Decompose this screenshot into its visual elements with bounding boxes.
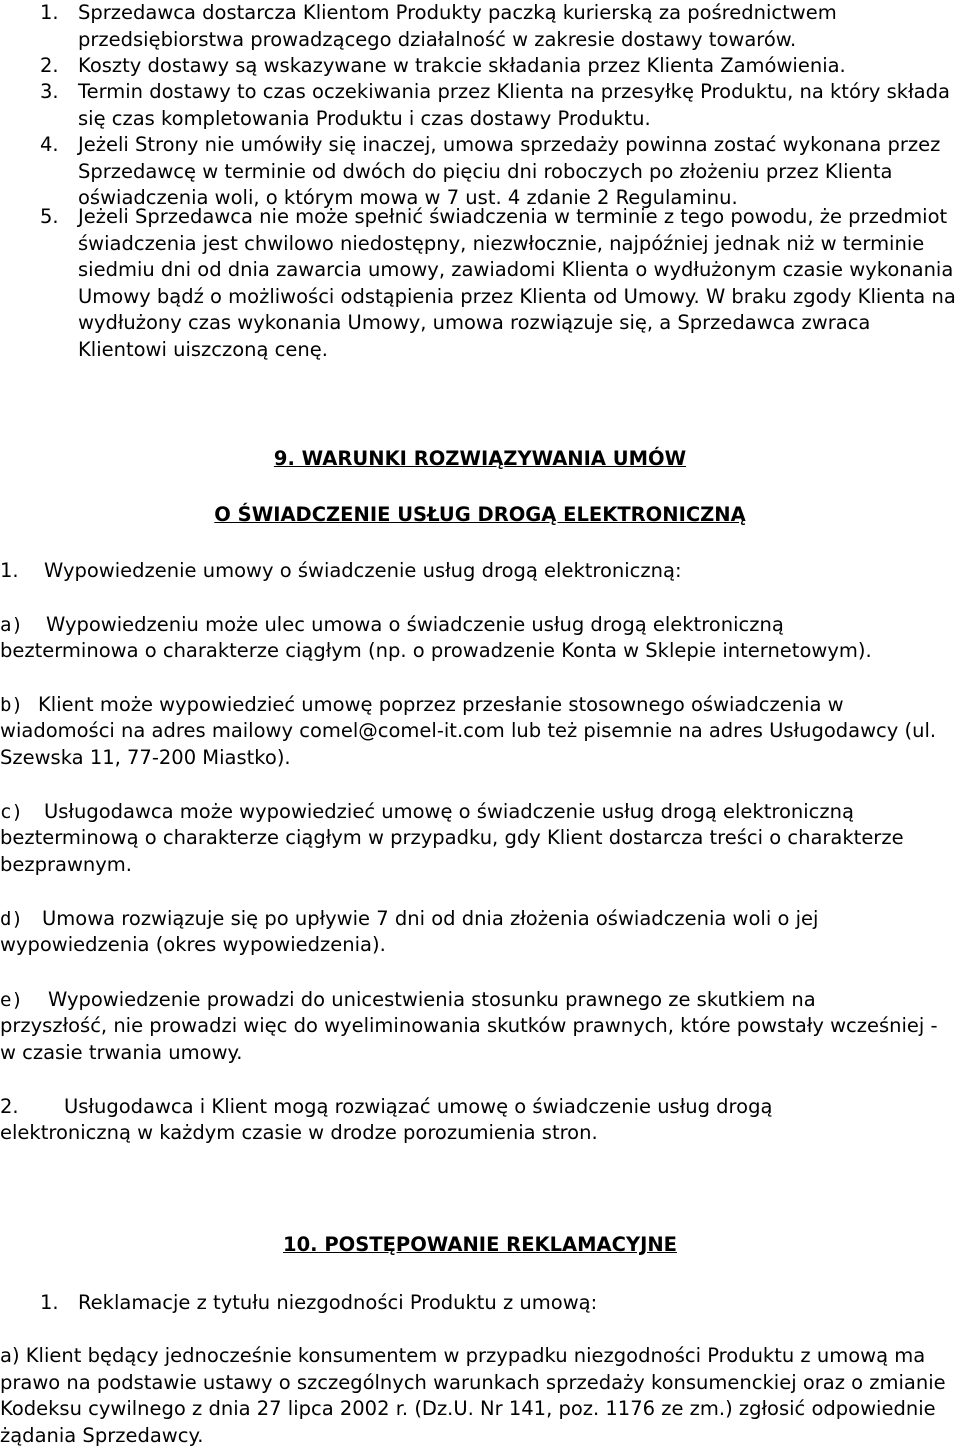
section-9-item-a-continued: bezterminowa o charakterze ciągłym (np. o prowadzenie Konta w Sklepie internetowym). [0,639,872,662]
list-item-text: Jeżeli Sprzedawca nie może spełnić świadczenia w terminie z tego powodu, że przedmiot świadczenia jest chwilowo niedostępny, niezwłocznie, najpóźniej jednak niż w terminie siedmiu dni od dnia zawarcia umowy, zawiadomi Klienta o wydłużonym czasie wykonania Umowy bądź o możliwości odstąpienia przez Klienta od Umowy. W braku zgody Klienta na wydłużony czas wykonania Umowy, umowa rozwiązuje się, a Sprzedawca zwraca Klientowi uiszczoną cenę. [78,205,956,361]
item-label: c) [0,801,23,823]
list-item-number: 1. [40,1,59,24]
point-number: 1. [40,1291,59,1314]
list-item-text: Sprzedawca dostarcza Klientom Produkty paczką kurierską za pośrednictwem przedsiębiorstwa prowadzącego działalność w zakresie dostawy towarów. [78,1,837,51]
section-10-heading: 10. POSTĘPOWANIE REKLAMACYJNE [283,1233,677,1256]
item-label: b) [0,694,23,716]
item-text-first-line: Wypowiedzeniu może ulec umowa o świadczenie usług drogą elektroniczną [46,613,784,636]
section-9-item-e-continued: przyszłość, nie prowadzi więc do wyeliminowania skutków prawnych, które powstały wcześniej - w czasie trwania umowy. [0,1014,938,1064]
section-9-item-a [0,612,958,639]
point-number: 1. [0,559,19,582]
item-text-first-line: Usługodawca może wypowiedzieć umowę o świadczenie usług drogą elektroniczną [44,800,854,823]
item-label: a) [0,614,23,636]
point-text: Wypowiedzenie umowy o świadczenie usług drogą elektroniczną: [44,559,682,582]
list-item-number: 2. [40,54,59,77]
section-10-item-a: a) Klient będący jednocześnie konsumentem w przypadku niezgodności Produktu z umową ma prawo na podstawie ustawy o szczególnych warunkach sprzedaży konsumenckiej oraz o zmianie Kodeksu cywilnego z dnia 27 lipca 2002 r. (Dz.U. Nr 141, poz. 1176 ze zm.) zgłosić odpowiednie żądania Sprzedawcy. [0,1344,946,1447]
item-label: e) [0,989,23,1011]
list-item-text: Jeżeli Strony nie umówiły się inaczej, umowa sprzedaży powinna zostać wykonana przez Sprzedawcę w terminie od dwóch do pięciu dni roboczych po złożeniu przez Klienta oświadczenia woli, o którym mowa w 7 ust. 4 zdanie 2 Regulaminu. [78,133,941,209]
point-number: 2. [0,1095,19,1118]
list-item-number: 4. [40,133,59,156]
section-9-point-2 [0,1094,958,1121]
list-item-number: 5. [40,205,59,228]
item-text-first-line: Klient może wypowiedzieć umowę poprzez przesłanie stosownego oświadczenia w [38,693,844,716]
section-9-item-c [0,799,958,826]
list-item-number: 3. [40,80,59,103]
section-9-item-b [0,692,958,719]
section-9-point-1 [0,558,958,585]
section-9-item-c-continued: bezterminową o charakterze ciągłym w przypadku, gdy Klient dostarcza treści o charakterze bezprawnym. [0,826,904,876]
item-text-first-line: Umowa rozwiązuje się po upływie 7 dni od dnia złożenia oświadczenia woli o jej [42,907,819,930]
section-9-subheading: O ŚWIADCZENIE USŁUG DROGĄ ELEKTRONICZNĄ [214,503,746,526]
list-item-text: Termin dostawy to czas oczekiwania przez Klienta na przesyłkę Produktu, na który składa się czas kompletowania Produktu i czas dostawy Produktu. [78,80,950,130]
item-text-first-line: Wypowiedzenie prowadzi do unicestwienia stosunku prawnego ze skutkiem na [48,988,816,1011]
point-text: Reklamacje z tytułu niezgodności Produktu z umową: [78,1291,598,1314]
section-9-item-d [0,906,958,933]
section-9-heading: 9. WARUNKI ROZWIĄZYWANIA UMÓW [273,447,687,470]
section-9-item-d-continued: wypowiedzenia (okres wypowiedzenia). [0,933,386,956]
section-9-item-b-continued: wiadomości na adres mailowy comel@comel-it.com lub też pisemnie na adres Usługodawcy (ul. Szewska 11, 77-200 Miastko). [0,719,937,769]
item-label: d) [0,908,23,930]
point-text: Usługodawca i Klient mogą rozwiązać umowę o świadczenie usług drogą [64,1095,773,1118]
list-item-text: Koszty dostawy są wskazywane w trakcie składania przez Klienta Zamówienia. [78,54,846,77]
section-9-item-e [0,987,958,1014]
section-9-point-2-continued: elektroniczną w każdym czasie w drodze porozumienia stron. [0,1121,598,1144]
